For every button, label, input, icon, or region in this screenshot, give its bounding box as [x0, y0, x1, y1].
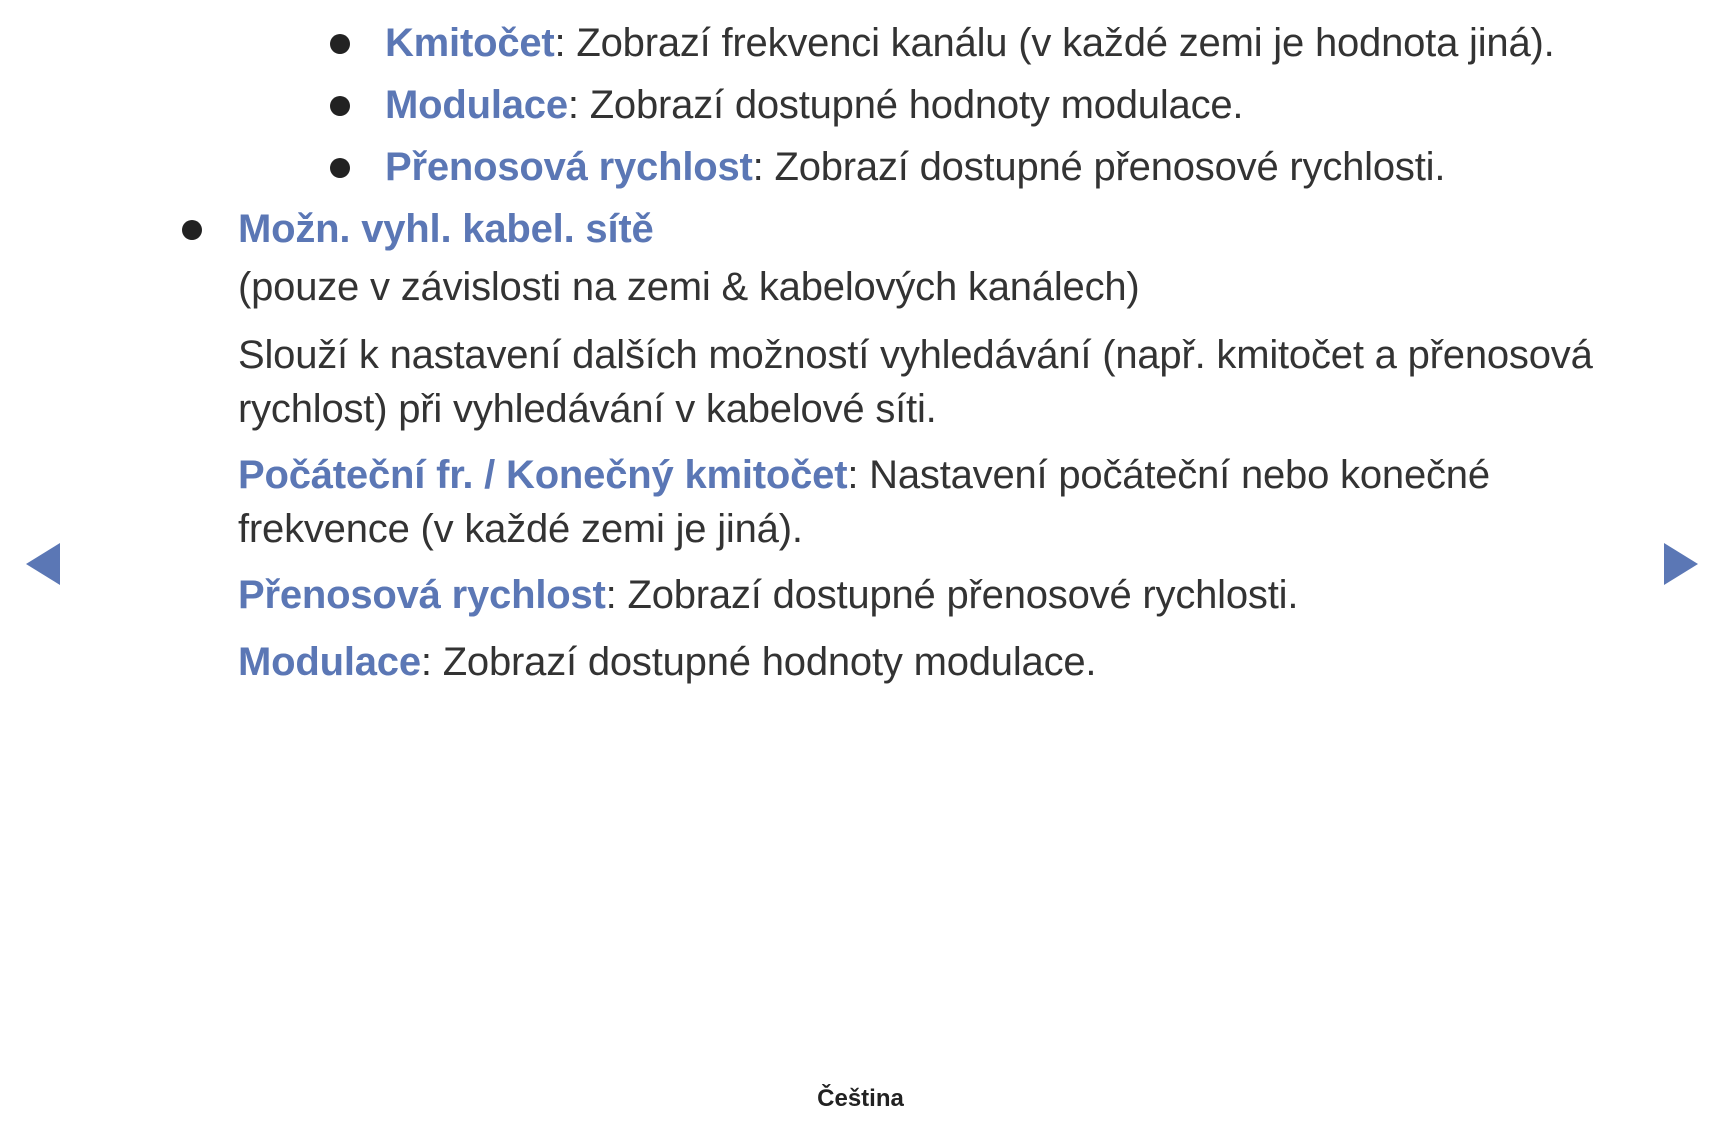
bullet-icon: [330, 158, 350, 178]
bullet-icon: [182, 220, 202, 240]
section-note: (pouze v závislosti na zemi & kabelových kanálech): [238, 265, 1140, 309]
term-description: : Zobrazí frekvenci kanálu (v každé zemi je hodnota jiná).: [554, 21, 1555, 65]
term-label: Přenosová rychlost: [238, 573, 606, 617]
footer-language: Čeština: [817, 1085, 904, 1112]
list-item: [385, 16, 1555, 70]
option-item: [238, 568, 1298, 622]
term-label: Modulace: [238, 640, 421, 684]
term-description: : Zobrazí dostupné hodnoty modulace.: [420, 640, 1097, 684]
section-description: Slouží k nastavení dalších možností vyhledávání (např. kmitočet a přenosová rychlost) při vyhledávání v kabelové síti.: [238, 333, 1593, 431]
right-triangle-icon[interactable]: [1664, 543, 1698, 585]
term-description: : Zobrazí dostupné hodnoty modulace.: [567, 83, 1244, 127]
term-description: : Zobrazí dostupné přenosové rychlosti.: [752, 145, 1446, 189]
left-triangle-icon[interactable]: [26, 543, 60, 585]
term-label: Počáteční fr. / Konečný kmitočet: [238, 453, 848, 497]
list-item: [385, 78, 1243, 132]
term-description: : Nastavení počáteční nebo konečné frekvence (v každé zemi je jiná).: [238, 453, 1490, 551]
term-label: Kmitočet: [385, 21, 555, 65]
list-item: [385, 140, 1445, 194]
option-item: [238, 448, 1638, 556]
term-description: : Zobrazí dostupné přenosové rychlosti.: [605, 573, 1299, 617]
term-label: Přenosová rychlost: [385, 145, 753, 189]
bullet-icon: [330, 34, 350, 54]
term-label: Modulace: [385, 83, 568, 127]
option-item: [238, 635, 1096, 689]
bullet-icon: [330, 96, 350, 116]
section-title: Možn. vyhl. kabel. sítě: [238, 207, 654, 251]
